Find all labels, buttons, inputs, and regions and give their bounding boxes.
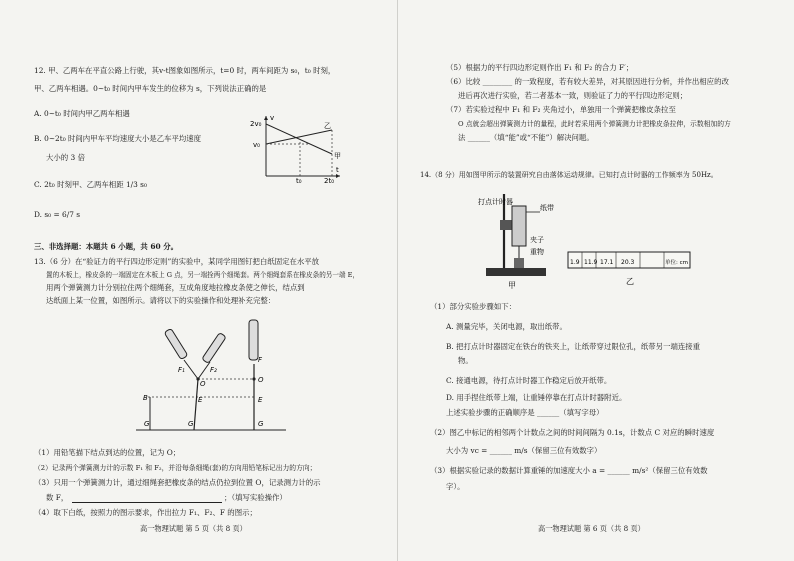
q12-stem-line2: 甲、乙两车相遇。0~t₀ 时间内甲车发生的位移为 s，下列说法正确的是 [34,84,267,93]
left-footer: 高一物理试题 第 5 页（共 8 页） [140,524,247,533]
q14-step-b-cont: 物。 [458,356,473,365]
label-e: E [258,396,263,404]
label-o1: O [200,380,206,388]
q13-step7-end: 法 ______（填“能”或“不能”）解决问题。 [458,133,594,142]
q14-part3: （3）根据实验记录的数据计算重锤的加速度大小 a = ______ m/s²（保留三位有效数 [430,466,708,475]
force-figure [130,318,290,438]
q13-step3-cont: 数 F， [46,493,69,502]
graph-label-2t0: 2t₀ [324,177,335,184]
tape-unit: 单位: cm [665,260,688,266]
q13-step6: （6）比较 ________ 的一致程度，若有较大差异，对其原因进行分析，并作出相应的改 [446,77,729,86]
q13-step5: （5）根据力的平行四边形定则作出 F₁ 和 F₂ 的合力 F′； [446,63,634,72]
q14-part3-cont: 字）。 [446,482,465,491]
right-footer: 高一物理试题 第 6 页（共 8 页） [538,524,645,533]
label-jia: 甲 [508,281,516,290]
q14-part2-cont: 大小为 vc = ______ m/s（保留三位有效数字） [446,446,602,455]
label-e1: E [198,396,203,404]
q12-option-d: D. s₀ = 6/7 s [34,210,81,219]
label-g3: G [258,420,264,428]
label-f2: F₂ [210,366,217,374]
label-b: B [143,394,148,402]
q13-step1: （1）用铅笔描下结点到达的位置，记为 O； [34,448,181,457]
q13-step3-hint: ；（填写实验操作） [224,493,287,502]
q13-step7: （7）若实验过程中 F₁ 和 F₂ 夹角过小，单独用一个弹簧把橡皮条拉至 [446,105,676,114]
graph-label-yi: 乙 [324,122,331,130]
label-o: O [258,376,264,384]
tape-seg-3: 17.1 [600,259,614,266]
section-3-heading: 三、非选择题：本题共 6 小题，共 60 分。 [34,242,178,251]
graph-label-jia: 甲 [334,152,341,160]
spring-scale-middle [202,332,227,363]
q13-step2: （2）记录两个弹簧测力计的示数 F₁ 和 F₂，并沿每条细绳(套)的方向用铅笔标记出力的方向； [34,464,317,472]
vt-graph [248,112,344,184]
q14-step-d: D. 用手捏住纸带上端，让重锤停靠在打点计时器附近。 [446,393,627,402]
q14-part1: （1）部分实验步骤如下： [430,302,517,311]
q14-step-a: A. 测量完毕，关闭电源，取出纸带。 [446,322,567,331]
q14-stem: 14.（8 分）用如图甲所示的装置研究自由落体运动规律。已知打点计时器的工作频率为 50Hz。 [420,171,718,179]
label-f: F [258,356,263,364]
graph-line-jia [266,124,332,154]
tape-seg-2: 11.9 [584,259,598,266]
label-tape: 纸带 [540,204,554,212]
q13-line1: 13.（6 分）在“验证力的平行四边形定则”的实验中，某同学用图钉把白纸固定在水平放 [34,257,320,266]
q12-stem-line1: 12. 甲、乙两车在平直公路上行驶，其v-t图象如图所示，t=0 时，两车间距为 s₀，t₀ 时刻， [34,66,336,75]
q14-step-b: B. 把打点计时器固定在铁台的铁夹上，让纸带穿过限位孔，纸带另一端连接重 [446,342,701,351]
label-weight: 重物 [530,248,544,256]
label-g2: G [188,420,194,428]
q12-option-b-cont: 大小的 3 倍 [46,153,85,162]
label-yi: 乙 [626,277,634,286]
label-g1: G [144,420,150,428]
q12-option-c: C. 2t₀ 时刻甲、乙两车相距 1/3 s₀ [34,180,147,189]
q12-option-b: B. 0~2t₀ 时间内甲车平均速度大小是乙车平均速度 [34,134,202,143]
spring-scale-right [249,320,258,360]
q13-step7-cont: O 点就会超出弹簧测力计的量程，此时若采用两个弹簧测力计把橡皮条拉伸，示数相加的方 [458,120,731,128]
graph-axis-v: v [270,114,275,122]
label-f1: F₁ [178,366,185,374]
graph-label-2v0: 2v₀ [250,120,262,128]
q13-step6-cont: 进后再次进行实验，若二者基本一致，则验证了力的平行四边形定则； [458,91,688,100]
q14-step-c: C. 接通电源，待打点计时器工作稳定后放开纸带。 [446,376,612,385]
graph-line-yi [266,130,332,144]
graph-label-v0: v₀ [253,141,260,149]
q14-order: 上述实验步骤的正确顺序是 ______（填写字母） [446,408,604,417]
graph-label-t0: t₀ [296,177,302,184]
q12-option-a: A. 0~t₀ 时间内甲乙两车相遇 [34,109,130,118]
q13-step3: （3）只用一个弹簧测力计，通过细绳套把橡皮条的结点仍拉到位置 O，记录测力计的示 [34,478,321,487]
q13-line4: 达纸面上某一位置，如图所示。请将以下的实验操作和处理补充完整： [46,296,276,305]
tape-seg-4: 20.3 [621,259,635,266]
q13-line2: 置的木板上，橡皮条的一端固定在木板上 G 点，另一端拴两个细绳套。两个细绳套系在橡皮条的另一端 E， [46,271,360,279]
spring-scale-left [164,328,188,359]
label-clip: 夹子 [530,236,544,244]
q13-step4: （4）取下白纸，按照力的图示要求，作出拉力 F₁、F₂、F 的图示； [34,508,257,517]
tape-figure [566,244,696,288]
graph-axis-t: t [336,166,339,174]
q14-part2: （2）图乙中标记的相邻两个计数点之间的时间间隔为 0.1s，计数点 C 对应的瞬时速度 [430,428,715,437]
q13-line3: 用两个弹簧测力计分别拉住两个细绳套，互成角度地拉橡皮条使之伸长，结点到 [46,283,305,292]
right-page [397,0,794,561]
tape-seg-1: 1.9 [570,259,580,266]
q13-answer-blank[interactable] [72,502,222,503]
label-timer: 打点计时器 [478,198,513,206]
